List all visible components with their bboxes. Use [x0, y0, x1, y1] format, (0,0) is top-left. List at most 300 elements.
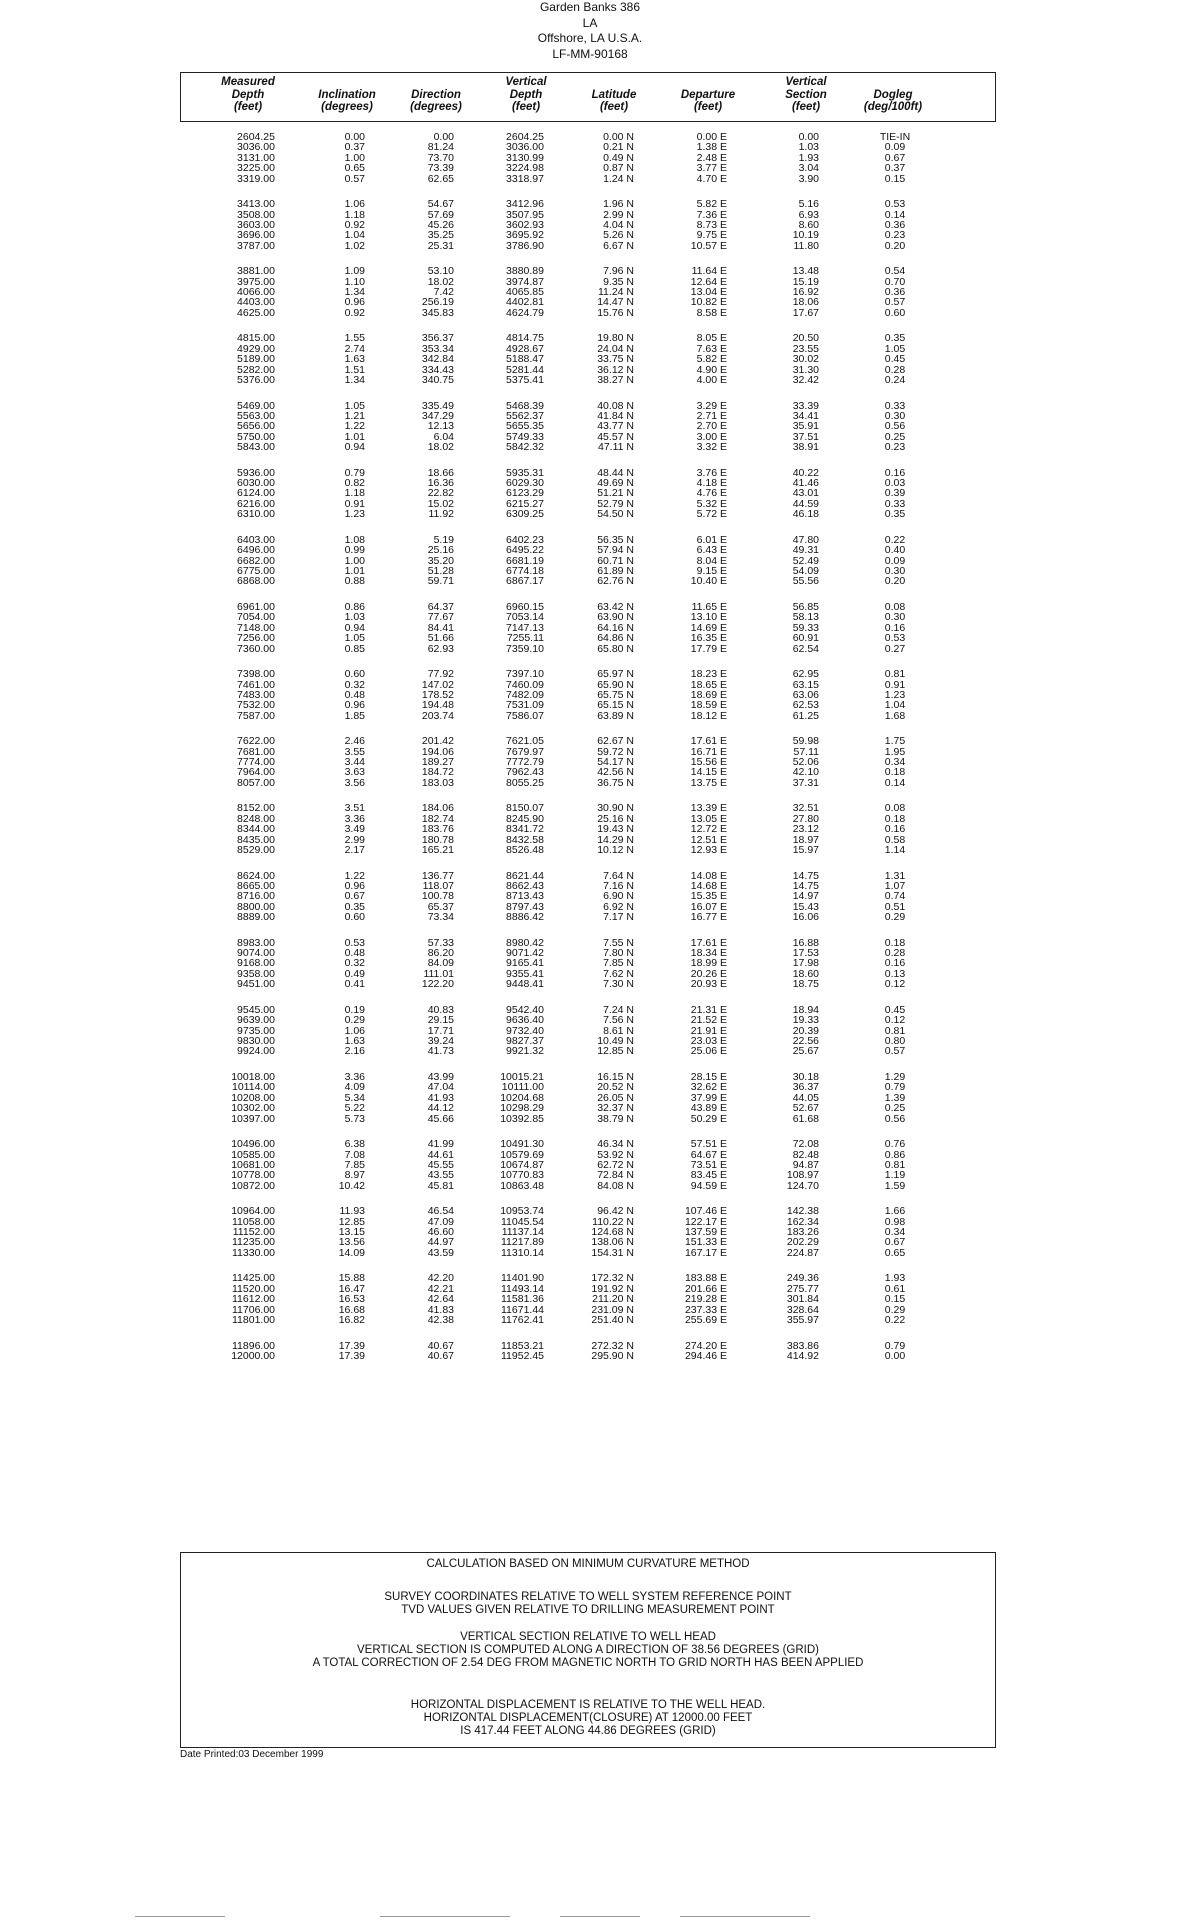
table-cell: 6775.00	[237, 565, 275, 578]
table-cell: 42.20	[427, 1272, 454, 1285]
table-cell: 274.20 E	[684, 1339, 727, 1352]
table-cell: 1.93	[884, 1272, 906, 1285]
table-cell: 59.71	[427, 575, 454, 588]
table-cell: 4.90 E	[696, 363, 727, 376]
table-cell: 0.57	[884, 296, 906, 309]
table-cell: 255.69 E	[684, 1313, 727, 1326]
table-cell: 9827.37	[506, 1035, 544, 1047]
table-cell: 26.05 N	[597, 1091, 634, 1104]
table-cell: 347.29	[421, 409, 454, 422]
table-cell: 5563.00	[237, 409, 275, 422]
table-cell: 5188.47	[506, 353, 544, 366]
table-cell: 6215.27	[506, 497, 544, 510]
table-cell: 0.00 N	[603, 131, 634, 143]
table-cell: 0.15	[884, 172, 906, 185]
table-cell: 32.37 N	[597, 1102, 634, 1115]
table-cell: 1.03	[344, 611, 365, 624]
table-cell: 0.54	[884, 265, 906, 278]
table-cell: 1.01	[344, 430, 365, 443]
table-cell: 124.68 N	[591, 1226, 634, 1239]
table-cell: 39.24	[427, 1035, 454, 1047]
table-cell: 4.18 E	[696, 477, 727, 490]
table-cell: 2.17	[344, 843, 365, 856]
table-cell: 0.96	[344, 699, 365, 712]
table-cell: 31.30	[792, 363, 819, 376]
table-cell: 0.74	[884, 890, 906, 903]
date-printed: Date Printed:03 December 1999	[180, 1749, 324, 1760]
table-cell: 9358.00	[237, 967, 275, 980]
table-cell: 9355.41	[506, 967, 544, 980]
table-cell: 1.29	[884, 1070, 906, 1083]
table-cell: 15.76 N	[597, 306, 634, 319]
table-cell: 61.25	[792, 709, 819, 722]
table-cell: 40.08 N	[597, 399, 634, 412]
table-cell: 180.78	[421, 833, 454, 846]
table-cell: 46.18	[792, 508, 819, 521]
table-cell: 18.94	[792, 1003, 819, 1016]
table-cell: 18.66	[427, 466, 454, 479]
table-cell: 0.22	[884, 1313, 906, 1326]
table-cell: 1.55	[344, 332, 365, 345]
table-cell: 0.81	[884, 1024, 906, 1037]
table-cell: 56.85	[792, 600, 819, 613]
table-cell: 100.78	[421, 890, 454, 903]
table-cell: 2.16	[344, 1045, 365, 1058]
table-cell: 18.34 E	[690, 947, 727, 960]
table-cell: 8.60	[798, 218, 819, 231]
table-cell: 8341.72	[506, 823, 544, 836]
table-cell: 7.24 N	[603, 1003, 634, 1016]
table-cell: 21.91 E	[690, 1024, 727, 1037]
table-cell: 94.87	[792, 1158, 819, 1171]
table-row	[0, 142, 1200, 152]
table-cell: 8.58 E	[696, 306, 727, 319]
table-cell: 237.33 E	[684, 1303, 727, 1316]
table-cell: 35.20	[427, 554, 454, 567]
table-row	[0, 1294, 1200, 1304]
table-cell: 7255.11	[506, 632, 544, 645]
table-cell: 32.42	[792, 373, 819, 386]
table-cell: 0.40	[884, 544, 906, 557]
table-cell: 77.92	[427, 668, 454, 681]
column-header: Departure (feet)	[680, 88, 736, 113]
table-cell: 8529.00	[237, 843, 275, 856]
table-cell: 0.99	[344, 544, 365, 557]
table-cell: 38.91	[792, 441, 819, 454]
table-cell: 15.56 E	[690, 756, 727, 769]
table-cell: 3.77 E	[696, 162, 727, 175]
table-cell: 62.67 N	[597, 735, 634, 748]
table-cell: 18.59 E	[690, 699, 727, 712]
table-cell: 16.07 E	[690, 900, 727, 913]
table-cell: 0.00	[884, 1349, 906, 1362]
table-cell: 21.31 E	[690, 1003, 727, 1016]
table-cell: 7.80 N	[603, 947, 634, 960]
table-cell: 5750.00	[237, 430, 275, 443]
row-group	[0, 1206, 1200, 1258]
table-row	[0, 199, 1200, 209]
table-cell: 10302.00	[231, 1102, 275, 1115]
table-row	[0, 132, 1200, 142]
table-cell: 17.61 E	[690, 936, 727, 949]
table-cell: 0.86	[344, 600, 365, 613]
table-cell: 3695.92	[506, 229, 544, 242]
table-cell: 6.67 N	[603, 239, 634, 252]
table-cell: 36.12 N	[597, 363, 634, 376]
table-cell: 57.11	[793, 745, 819, 758]
table-row	[0, 669, 1200, 679]
table-cell: 1.22	[344, 869, 365, 882]
table-row	[0, 1015, 1200, 1025]
row-group	[0, 736, 1200, 788]
table-cell: 3130.99	[506, 151, 544, 164]
table-cell: 62.53	[792, 699, 819, 712]
table-cell: 64.86 N	[597, 632, 634, 645]
table-cell: 1.06	[344, 198, 365, 211]
table-cell: 57.33	[427, 936, 454, 949]
table-cell: 7.63 E	[696, 342, 727, 355]
table-cell: 7586.07	[506, 709, 544, 722]
table-cell: 0.34	[884, 1226, 906, 1239]
table-cell: 52.06	[792, 756, 819, 769]
table-cell: 44.97	[427, 1236, 454, 1249]
table-cell: 0.86	[884, 1148, 906, 1161]
table-cell: 184.06	[421, 802, 454, 815]
table-cell: 5281.44	[506, 363, 544, 376]
table-cell: 45.26	[427, 218, 454, 231]
table-cell: 0.51	[884, 900, 906, 913]
table-cell: 41.93	[427, 1091, 454, 1104]
table-cell: 3508.00	[237, 208, 275, 221]
table-cell: 201.66 E	[684, 1282, 727, 1295]
table-cell: 10.42	[338, 1179, 365, 1192]
table-cell: 4.00 E	[696, 373, 727, 386]
table-cell: 1.39	[884, 1091, 906, 1104]
table-cell: 63.06	[792, 688, 819, 701]
table-cell: 136.77	[421, 869, 454, 882]
table-cell: 54.17 N	[597, 756, 634, 769]
table-cell: 16.68	[338, 1303, 365, 1316]
table-cell: 0.09	[884, 141, 906, 154]
table-cell: 4402.81	[506, 296, 544, 309]
table-cell: 7482.09	[506, 688, 544, 701]
table-cell: 3880.89	[506, 265, 544, 278]
table-cell: 3318.97	[506, 172, 544, 185]
table-cell: 53.10	[427, 265, 454, 278]
table-row	[0, 912, 1200, 922]
table-row	[0, 969, 1200, 979]
table-cell: 1.10	[344, 275, 365, 288]
table-cell: 3786.90	[506, 239, 544, 252]
table-cell: 8344.00	[237, 823, 275, 836]
table-cell: 0.27	[884, 642, 906, 655]
table-cell: 19.43 N	[597, 823, 634, 836]
table-cell: 1.09	[344, 265, 365, 278]
table-cell: 3036.00	[237, 141, 275, 154]
table-cell: 84.08 N	[597, 1179, 634, 1192]
note-vs1: VERTICAL SECTION RELATIVE TO WELL HEAD	[460, 1631, 716, 1643]
table-cell: 8983.00	[237, 936, 275, 949]
table-cell: 0.00 E	[696, 131, 727, 143]
column-header: Vertical Depth (feet)	[505, 76, 547, 113]
table-cell: 7148.00	[237, 621, 275, 634]
table-cell: 0.35	[884, 508, 906, 521]
table-cell: 3036.00	[506, 141, 544, 154]
table-cell: 16.77 E	[690, 911, 727, 924]
table-cell: 5656.00	[237, 420, 275, 433]
table-cell: 2.71 E	[696, 409, 727, 422]
table-cell: 6309.25	[506, 508, 544, 521]
table-cell: 10863.48	[500, 1179, 544, 1192]
table-cell: 46.60	[427, 1226, 454, 1239]
table-cell: 4403.00	[237, 296, 275, 309]
table-cell: 1.23	[344, 508, 365, 521]
row-group	[0, 938, 1200, 990]
table-row	[0, 1005, 1200, 1015]
table-cell: 73.34	[427, 911, 454, 924]
table-cell: 0.56	[884, 420, 906, 433]
table-cell: 36.37	[792, 1081, 819, 1094]
table-cell: 30.90 N	[597, 802, 634, 815]
row-group	[0, 132, 1200, 184]
table-cell: 23.12	[792, 823, 819, 836]
table-cell: 8980.42	[506, 936, 544, 949]
table-cell: 11801.00	[231, 1313, 275, 1326]
table-cell: 29.15	[427, 1014, 454, 1027]
table-cell: 3602.93	[506, 218, 544, 231]
table-cell: 0.88	[344, 575, 365, 588]
table-cell: 8716.00	[237, 890, 275, 903]
table-cell: 73.39	[427, 162, 454, 175]
table-cell: 20.52 N	[597, 1081, 634, 1094]
table-row	[0, 633, 1200, 643]
table-cell: 20.93 E	[690, 978, 727, 991]
table-cell: 345.83	[421, 306, 454, 319]
note-hd2: HORIZONTAL DISPLACEMENT(CLOSURE) AT 12000.00 FEET	[423, 1712, 753, 1724]
table-cell: 18.65 E	[690, 678, 727, 691]
table-cell: 10018.00	[231, 1070, 275, 1083]
table-row	[0, 163, 1200, 173]
table-cell: 12.85 N	[597, 1045, 634, 1058]
table-cell: 16.88	[792, 936, 819, 949]
table-cell: 162.34	[786, 1215, 819, 1228]
table-cell: 0.60	[344, 668, 365, 681]
table-cell: 0.67	[884, 151, 906, 164]
column-header: Direction (degrees)	[410, 88, 462, 113]
column-header: Latitude (feet)	[591, 88, 637, 113]
table-cell: 7461.00	[237, 678, 275, 691]
table-cell: 25.16	[427, 544, 454, 557]
table-cell: 6310.00	[237, 508, 275, 521]
table-cell: 7.85 N	[603, 957, 634, 970]
table-cell: 0.16	[884, 823, 906, 836]
table-cell: 1.34	[344, 286, 365, 299]
table-cell: 0.28	[884, 947, 906, 960]
table-cell: 3.49	[344, 823, 365, 836]
table-cell: 6216.00	[237, 497, 275, 510]
column-header: Measured Depth (feet)	[221, 76, 275, 113]
table-cell: 7398.00	[237, 668, 275, 681]
table-cell: 10204.68	[500, 1091, 544, 1104]
table-cell: 0.20	[884, 239, 906, 252]
table-cell: 0.19	[344, 1003, 365, 1016]
table-cell: 10392.85	[500, 1112, 544, 1125]
table-cell: 3224.98	[506, 162, 544, 175]
table-cell: 137.59 E	[684, 1226, 727, 1239]
table-cell: 414.92	[786, 1349, 819, 1362]
table-cell: 108.97	[786, 1169, 819, 1182]
table-cell: 10111.00	[501, 1081, 544, 1094]
table-cell: 4.04 N	[603, 218, 634, 231]
table-cell: 7256.00	[237, 632, 275, 645]
table-cell: 3.51	[344, 802, 365, 815]
well-id: LF-MM-90168	[552, 46, 628, 61]
table-cell: 82.48	[792, 1148, 819, 1161]
table-cell: 43.99	[427, 1070, 454, 1083]
table-cell: 12.72 E	[690, 823, 727, 836]
table-cell: 6868.00	[237, 575, 275, 588]
table-cell: 47.80	[792, 533, 819, 546]
table-cell: 43.77 N	[597, 420, 634, 433]
table-cell: 14.75	[792, 869, 819, 882]
table-row	[0, 845, 1200, 855]
table-cell: 9448.41	[506, 978, 544, 991]
table-cell: 9830.00	[237, 1035, 275, 1047]
table-cell: 4.76 E	[696, 487, 727, 500]
table-row	[0, 891, 1200, 901]
table-cell: 0.08	[884, 802, 906, 815]
table-cell: 0.92	[344, 218, 365, 231]
table-cell: 63.42 N	[597, 600, 634, 613]
table-cell: 7.08	[344, 1148, 365, 1161]
table-cell: 4.09	[344, 1081, 365, 1094]
table-cell: 47.11 N	[598, 441, 634, 454]
location: Offshore, LA U.S.A.	[537, 31, 643, 45]
note-hd1: HORIZONTAL DISPLACEMENT IS RELATIVE TO THE WELL HEAD.	[410, 1699, 766, 1711]
table-cell: 11671.44	[500, 1303, 544, 1316]
table-cell: 334.43	[421, 363, 454, 376]
table-cell: 1.95	[884, 745, 906, 758]
table-cell: 48.44 N	[597, 466, 634, 479]
table-row	[0, 1315, 1200, 1325]
table-cell: 55.56	[792, 575, 819, 588]
table-cell: 1.66	[884, 1205, 906, 1218]
table-cell: 38.79 N	[597, 1112, 634, 1125]
table-cell: 3.56	[344, 776, 365, 789]
table-cell: 2.99	[344, 833, 365, 846]
table-cell: 183.26	[786, 1226, 819, 1239]
table-cell: 17.79 E	[690, 642, 727, 655]
row-group	[0, 266, 1200, 318]
table-cell: 7.30 N	[603, 978, 634, 991]
table-cell: 1.22	[344, 420, 365, 433]
table-cell: 4625.00	[237, 306, 275, 319]
table-cell: 10208.00	[231, 1091, 275, 1104]
table-row	[0, 576, 1200, 586]
table-cell: 5282.00	[237, 363, 275, 376]
table-cell: 0.33	[884, 497, 906, 510]
table-cell: 10681.00	[231, 1158, 275, 1171]
table-row	[0, 644, 1200, 654]
table-cell: 13.05 E	[690, 812, 727, 825]
row-group	[0, 333, 1200, 385]
table-cell: 59.33	[792, 621, 819, 634]
table-cell: 9735.00	[237, 1024, 275, 1037]
table-cell: 1.68	[884, 709, 906, 722]
table-cell: 10491.30	[500, 1138, 544, 1151]
table-cell: 0.79	[884, 1339, 906, 1352]
table-cell: 54.67	[427, 198, 454, 211]
table-cell: 154.31 N	[591, 1246, 634, 1259]
table-cell: 1.18	[344, 487, 365, 500]
table-cell: 72.84 N	[597, 1169, 634, 1182]
table-cell: 14.09	[338, 1246, 365, 1259]
table-cell: 1.05	[884, 342, 906, 355]
table-cell: 14.97	[792, 890, 819, 903]
table-cell: 8800.00	[237, 900, 275, 913]
table-cell: 9074.00	[237, 947, 275, 960]
table-cell: 7.85	[344, 1158, 365, 1171]
table-cell: 124.70	[786, 1179, 819, 1192]
table-cell: 4929.00	[237, 342, 275, 355]
table-cell: 14.68 E	[690, 879, 727, 892]
table-cell: 7.17 N	[603, 911, 634, 924]
table-cell: 1.05	[344, 399, 365, 412]
table-cell: 0.29	[884, 1303, 906, 1316]
table-cell: 25.67	[792, 1045, 819, 1058]
table-cell: 294.46 E	[684, 1349, 727, 1362]
table-cell: 45.66	[427, 1112, 454, 1125]
table-cell: 3.55	[344, 745, 365, 758]
table-cell: 9.15 E	[696, 565, 727, 578]
table-cell: 7359.10	[506, 642, 544, 655]
table-cell: 11217.89	[500, 1236, 544, 1249]
table-cell: 18.12 E	[690, 709, 727, 722]
table-cell: 62.72 N	[597, 1158, 634, 1171]
table-cell: 0.35	[884, 332, 906, 345]
table-row	[0, 308, 1200, 318]
table-cell: 0.34	[884, 756, 906, 769]
table-cell: 0.61	[884, 1282, 906, 1295]
table-cell: 0.25	[884, 1102, 906, 1115]
table-cell: 0.23	[884, 441, 906, 454]
table-cell: 7054.00	[237, 611, 275, 624]
table-cell: 178.52	[421, 688, 454, 701]
table-cell: 16.92	[792, 286, 819, 299]
table-cell: 3787.00	[237, 239, 275, 252]
table-cell: 1.07	[884, 879, 906, 892]
table-row	[0, 210, 1200, 220]
table-cell: 18.75	[792, 978, 819, 991]
table-cell: 5375.41	[506, 373, 544, 386]
table-cell: 6402.23	[506, 533, 544, 546]
table-cell: 1.38 E	[696, 141, 727, 154]
table-cell: 9924.00	[237, 1045, 275, 1058]
table-cell: 0.14	[884, 776, 906, 789]
table-cell: 5562.37	[506, 409, 544, 422]
table-cell: 52.79 N	[597, 497, 634, 510]
table-cell: 0.81	[884, 1158, 906, 1171]
table-cell: 0.81	[884, 668, 906, 681]
table-cell: 12.64 E	[690, 275, 727, 288]
table-cell: 0.16	[884, 957, 906, 970]
table-cell: 1.19	[884, 1169, 906, 1182]
table-cell: 6774.18	[506, 565, 544, 578]
table-cell: 1.08	[344, 533, 365, 546]
table-cell: 142.38	[786, 1205, 819, 1218]
table-cell: 5.72 E	[696, 508, 727, 521]
table-cell: 25.31	[427, 239, 454, 252]
